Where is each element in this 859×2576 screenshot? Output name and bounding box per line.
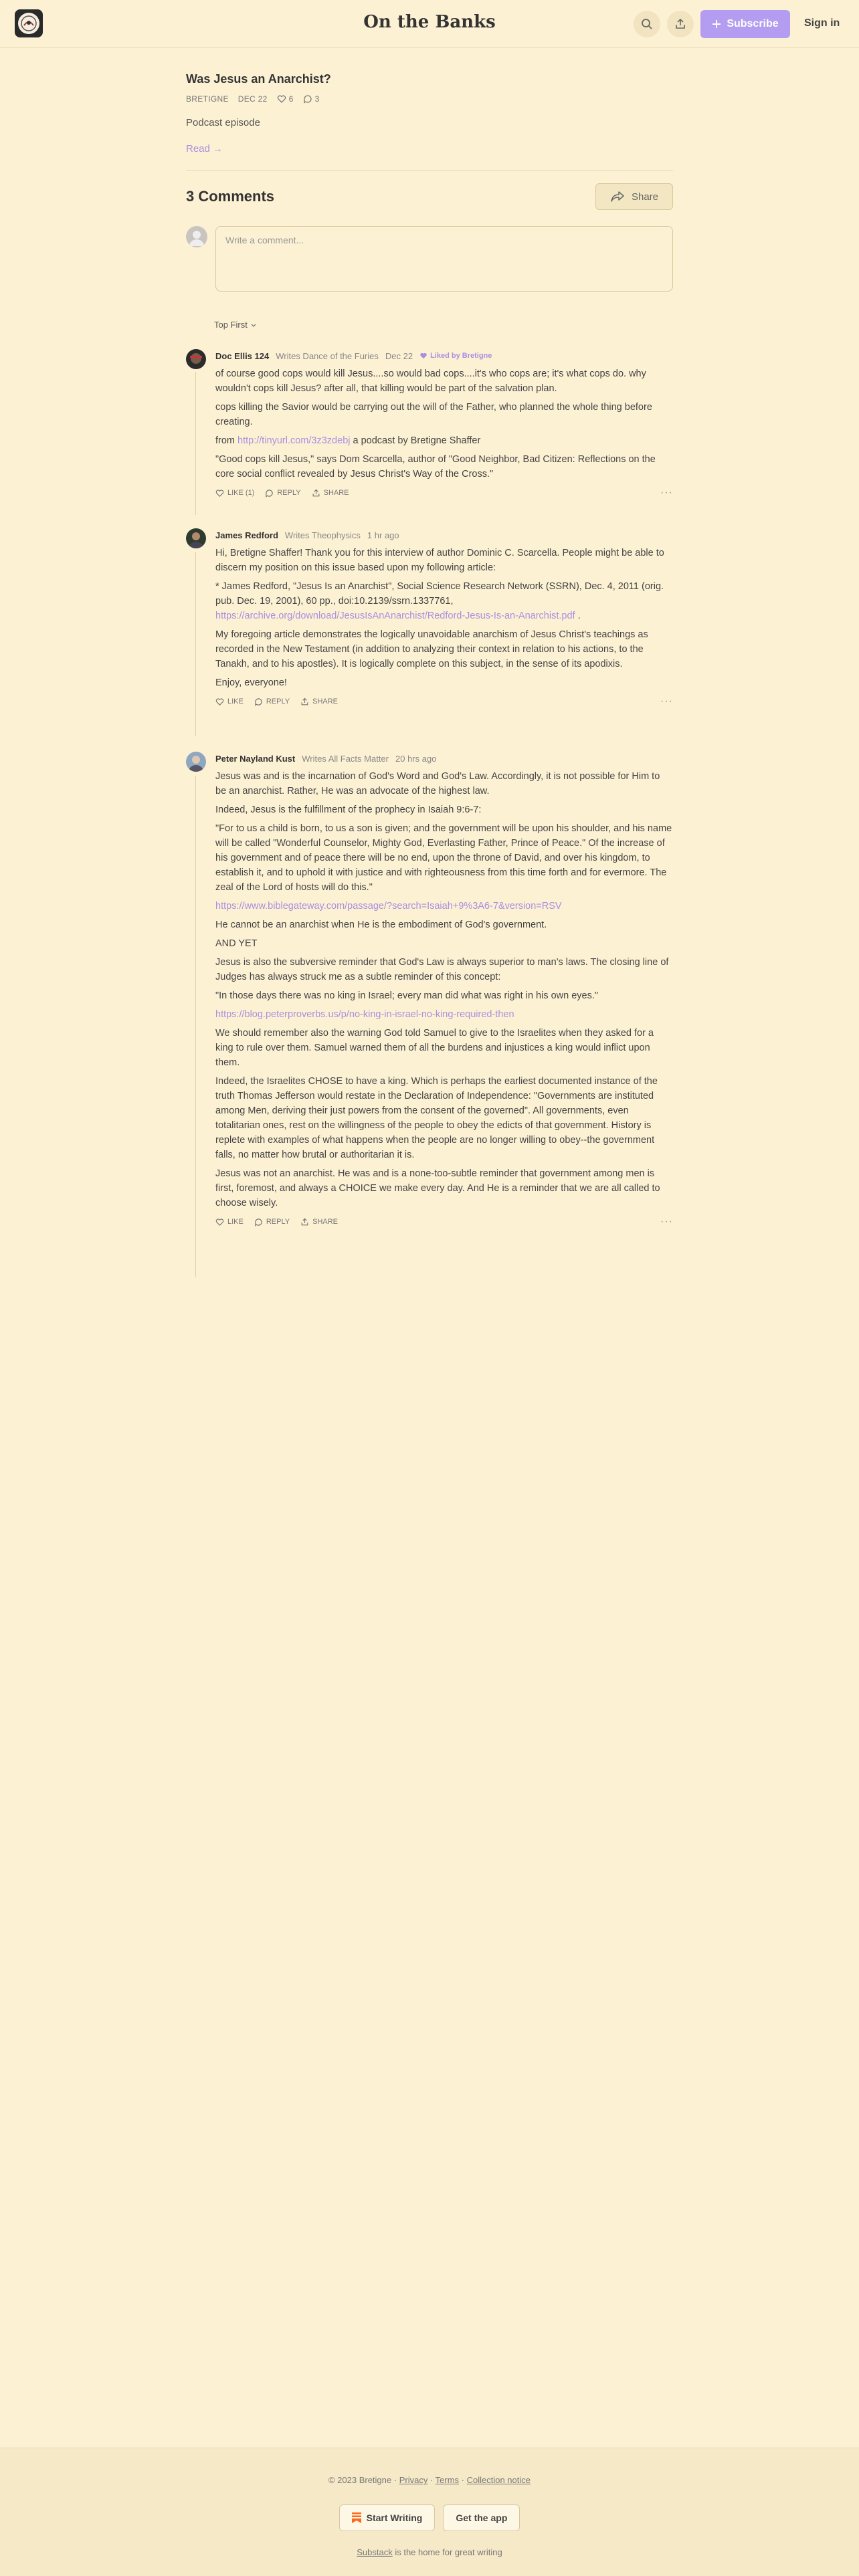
- start-writing-button[interactable]: [339, 2504, 436, 2531]
- comments-header: [186, 183, 673, 210]
- share-comment-button[interactable]: [300, 697, 338, 706]
- like-button[interactable]: [215, 489, 254, 498]
- comment-timestamp[interactable]: 1 hr ago: [367, 530, 399, 540]
- comment-james-redford: [186, 528, 673, 708]
- avatar[interactable]: [186, 528, 206, 548]
- heart-icon: [215, 697, 224, 706]
- get-app-button[interactable]: [443, 2504, 520, 2531]
- chevron-down-icon: [250, 322, 257, 328]
- sign-in-link[interactable]: Sign in: [804, 17, 840, 29]
- share-button[interactable]: [595, 183, 673, 210]
- heart-icon: [277, 94, 286, 104]
- archive-link[interactable]: https://archive.org/download/JesusIsAnAnarchist/Redford-Jesus-Is-an-Anarchist.pdf: [215, 611, 575, 621]
- upload-share-icon: [300, 1218, 309, 1226]
- page-footer: [0, 2448, 859, 2576]
- share-comment-button[interactable]: [312, 489, 349, 498]
- reply-label: REPLY: [266, 697, 290, 706]
- like-button[interactable]: [215, 1218, 244, 1226]
- comment-paragraph: cops killing the Savior would be carrying out the will of the Father, who planned the whole thing before creating.: [215, 402, 652, 427]
- comment-paragraph: of course good cops would kill Jesus....so would bad cops....it's who cops are; it's what cops do. why wouldn't cops kill Jesus? after all, that killing would be part of the salvation plan.: [215, 368, 646, 394]
- commenter-name[interactable]: James Redford: [215, 530, 278, 540]
- post-date: DEC 22: [237, 94, 268, 104]
- comment-doc-ellis: [186, 349, 673, 499]
- avatar[interactable]: [186, 349, 206, 369]
- post-summary: [186, 72, 673, 154]
- comment-paragraph: AND YET: [215, 938, 258, 949]
- post-author[interactable]: BRETIGNE: [186, 94, 229, 104]
- comment-paragraph: [215, 609, 673, 623]
- commenter-publication[interactable]: Writes Theophysics: [284, 530, 361, 540]
- more-options-icon[interactable]: ···: [660, 1216, 673, 1227]
- start-writing-label: Start Writing: [366, 2512, 423, 2523]
- like-label: LIKE: [227, 1218, 244, 1226]
- privacy-link[interactable]: Privacy: [399, 2475, 428, 2485]
- comment-text: [215, 366, 673, 481]
- heart-icon: [215, 1218, 224, 1226]
- comment-paragraph: Indeed, Jesus is the fulfillment of the prophecy in Isaiah 9:6-7:: [215, 804, 482, 815]
- comment-timestamp[interactable]: Dec 22: [385, 350, 413, 361]
- share-label: SHARE: [312, 697, 339, 706]
- site-title[interactable]: On the Banks: [363, 12, 496, 32]
- read-link[interactable]: Read →: [186, 143, 223, 154]
- biblegateway-link[interactable]: https://www.biblegateway.com/passage/?search=Isaiah+9%3A6-7&version=RSV: [215, 901, 562, 911]
- reply-label: REPLY: [266, 1218, 290, 1226]
- comment-paragraph: "For to us a child is born, to us a son is given; and the government will be upon his shoulder, and his name will be called "Wonderful Counselor, Mighty God, Everlasting Father, Prince of Peace." Of the increase of his government and of peace there will be no end, upon the throne of David, and over his kingdom, to establish it, and to uphold it with justice and with righteousness from this time forth and for evermore. The zeal of the Lord of hosts will do this.": [215, 823, 672, 893]
- share-label: SHARE: [312, 1218, 339, 1226]
- sort-dropdown[interactable]: [214, 320, 701, 330]
- avatar[interactable]: [186, 752, 206, 772]
- share-arrow-icon: [610, 191, 625, 203]
- commenter-name[interactable]: Peter Nayland Kust: [215, 753, 296, 764]
- top-header: [0, 0, 859, 48]
- share-publication-button[interactable]: [667, 11, 694, 37]
- comment-actions: [215, 695, 673, 708]
- tinyurl-link[interactable]: http://tinyurl.com/3z3zdebj: [237, 435, 351, 446]
- comment-paragraph: Jesus was not an anarchist. He was and is a none-too-subtle reminder that government among men is first, foremost, and always a CHOICE we make every day. And He is a reminder that we are all called to choose wisely.: [215, 1168, 660, 1208]
- reply-label: REPLY: [277, 489, 301, 497]
- comment-actions: [215, 1216, 673, 1228]
- subscribe-button[interactable]: [700, 10, 790, 38]
- peterproverbs-link[interactable]: https://blog.peterproverbs.us/p/no-king-in-israel-no-king-required-then: [215, 1009, 514, 1020]
- current-user-avatar: [186, 226, 207, 247]
- heart-icon: [215, 489, 224, 498]
- upload-share-icon: [312, 489, 320, 498]
- divider: [186, 170, 673, 171]
- comment-bubble-icon: [265, 489, 274, 498]
- comment-text: [215, 769, 673, 1210]
- post-meta: [186, 94, 673, 104]
- heart-filled-icon: [419, 352, 427, 360]
- link-suffix: .: [575, 611, 581, 621]
- footer-buttons: [0, 2504, 859, 2531]
- from-suffix: a podcast by Bretigne Shaffer: [350, 435, 481, 446]
- comment-bubble-icon: [303, 94, 312, 104]
- reply-button[interactable]: [265, 489, 300, 498]
- comment-peter-kust: [186, 752, 673, 1228]
- comments-count: 3 Comments: [186, 188, 275, 205]
- post-comment-button[interactable]: [303, 94, 320, 104]
- liked-by-badge: [419, 352, 492, 360]
- comment-paragraph: He cannot be an anarchist when He is the embodiment of God's government.: [215, 920, 547, 930]
- comment-paragraph: Indeed, the Israelites CHOSE to have a king. Which is perhaps the earliest documented instance of the truth Thomas Jefferson would restate in the Declaration of Independence: "Governments are instituted among Men, deriving their just powers from the consent of the governed". All governments, even totalitarian ones, rest on the willingness of the people to obey the edicts of that government. History is replete with examples of what happens when the people are no longer willing to obey--the government falls, no matter how brutal or authoritarian it is.: [215, 1076, 658, 1160]
- comment-paragraph: "Good cops kill Jesus," says Dom Scarcella, author of "Good Neighbor, Bad Citizen: Reflections on the core social conflict revealed by Jesus Christ's Way of the Cross.": [215, 454, 656, 479]
- reply-button[interactable]: [254, 1218, 290, 1226]
- tagline-text: is the home for great writing: [392, 2547, 502, 2557]
- copyright: © 2023 Bretigne ·: [328, 2475, 397, 2485]
- share-comment-button[interactable]: [300, 1218, 338, 1226]
- commenter-publication[interactable]: Writes All Facts Matter: [302, 753, 389, 764]
- share-label: SHARE: [323, 489, 349, 497]
- from-prefix: from: [215, 435, 238, 446]
- footer-links: © 2023 Bretigne · Privacy · Terms · Collection notice: [328, 2475, 531, 2485]
- post-comment-count: 3: [314, 94, 320, 104]
- comment-text: [215, 546, 673, 690]
- like-button[interactable]: [215, 697, 244, 706]
- commenter-publication[interactable]: Writes Dance of the Furies: [276, 350, 379, 361]
- comment-paragraph: Hi, Bretigne Shaffer! Thank you for this interview of author Dominic C. Scarcella. People might be able to discern my position on this issue based upon my following article:: [215, 548, 664, 573]
- more-options-icon[interactable]: ···: [660, 487, 673, 498]
- comment-paragraph: We should remember also the warning God told Samuel to give to the Israelites when they asked for a king to rule over them. Samuel warned them of all the burdens and injustices a king would inflict upon them.: [215, 1028, 654, 1068]
- comment-bubble-icon: [254, 697, 263, 706]
- comment-composer: [186, 226, 673, 292]
- comment-paragraph: "In those days there was no king in Israel; every man did what was right in his own eyes.": [215, 990, 599, 1001]
- get-app-label: Get the app: [456, 2512, 508, 2523]
- sort-label: Top First: [214, 320, 248, 330]
- post-subtitle: Podcast episode: [186, 117, 260, 128]
- commenter-name[interactable]: Doc Ellis 124: [215, 350, 270, 361]
- comment-input[interactable]: Write a comment...: [215, 226, 673, 292]
- comment-paragraph: Jesus is also the subversive reminder that God's Law is always superior to man's laws. The closing line of Judges has always struck me as a subtle reminder of this concept:: [215, 957, 669, 982]
- upload-share-icon: [300, 697, 309, 706]
- search-icon: [641, 18, 653, 30]
- share-label: Share: [631, 191, 659, 203]
- post-title[interactable]: Was Jesus an Anarchist?: [186, 72, 331, 86]
- comment-bubble-icon: [254, 1218, 263, 1226]
- post-like-count: 6: [288, 94, 294, 104]
- search-button[interactable]: [634, 11, 660, 37]
- collection-notice-link[interactable]: Collection notice: [466, 2475, 531, 2485]
- upload-share-icon: [674, 18, 686, 30]
- substack-link[interactable]: Substack: [357, 2547, 393, 2557]
- subscribe-label: Subscribe: [727, 18, 779, 29]
- plus-icon: [712, 19, 721, 29]
- like-label: LIKE (1): [227, 489, 255, 497]
- comment-paragraph: * James Redford, "Jesus Is an Anarchist", Social Science Research Network (SSRN), Dec. 4, 2011 (orig. pub. Dec. 19, 2001), 60 pp., doi:10.2139/ssrn.1337761,: [215, 581, 664, 607]
- comment-actions: [215, 487, 673, 499]
- terms-link[interactable]: Terms: [435, 2475, 460, 2485]
- footer-tagline: [0, 2547, 859, 2557]
- comment-paragraph: My foregoing article demonstrates the logically unavoidable anarchism of Jesus Christ's teachings as recorded in the New Testament (in addition to analyzing their context in relation to his actions, to the Tanakh, and to his apostles). It is logically complete on this subject, in the sense of its apodixis.: [215, 629, 648, 669]
- liked-by-label: Liked by Bretigne: [430, 352, 492, 360]
- comment-paragraph: [215, 433, 673, 448]
- substack-logo-icon: [352, 2512, 361, 2523]
- post-like-button[interactable]: [277, 94, 294, 104]
- more-options-icon[interactable]: ···: [660, 695, 673, 707]
- comment-paragraph: Enjoy, everyone!: [215, 677, 287, 688]
- comment-paragraph: Jesus was and is the incarnation of God's Word and God's Law. Accordingly, it is not possible for Him to be an anarchist. Rather, He was an advocate of the highest law.: [215, 771, 660, 796]
- comment-timestamp[interactable]: 20 hrs ago: [395, 753, 437, 764]
- like-label: LIKE: [227, 697, 244, 706]
- reply-button[interactable]: [254, 697, 290, 706]
